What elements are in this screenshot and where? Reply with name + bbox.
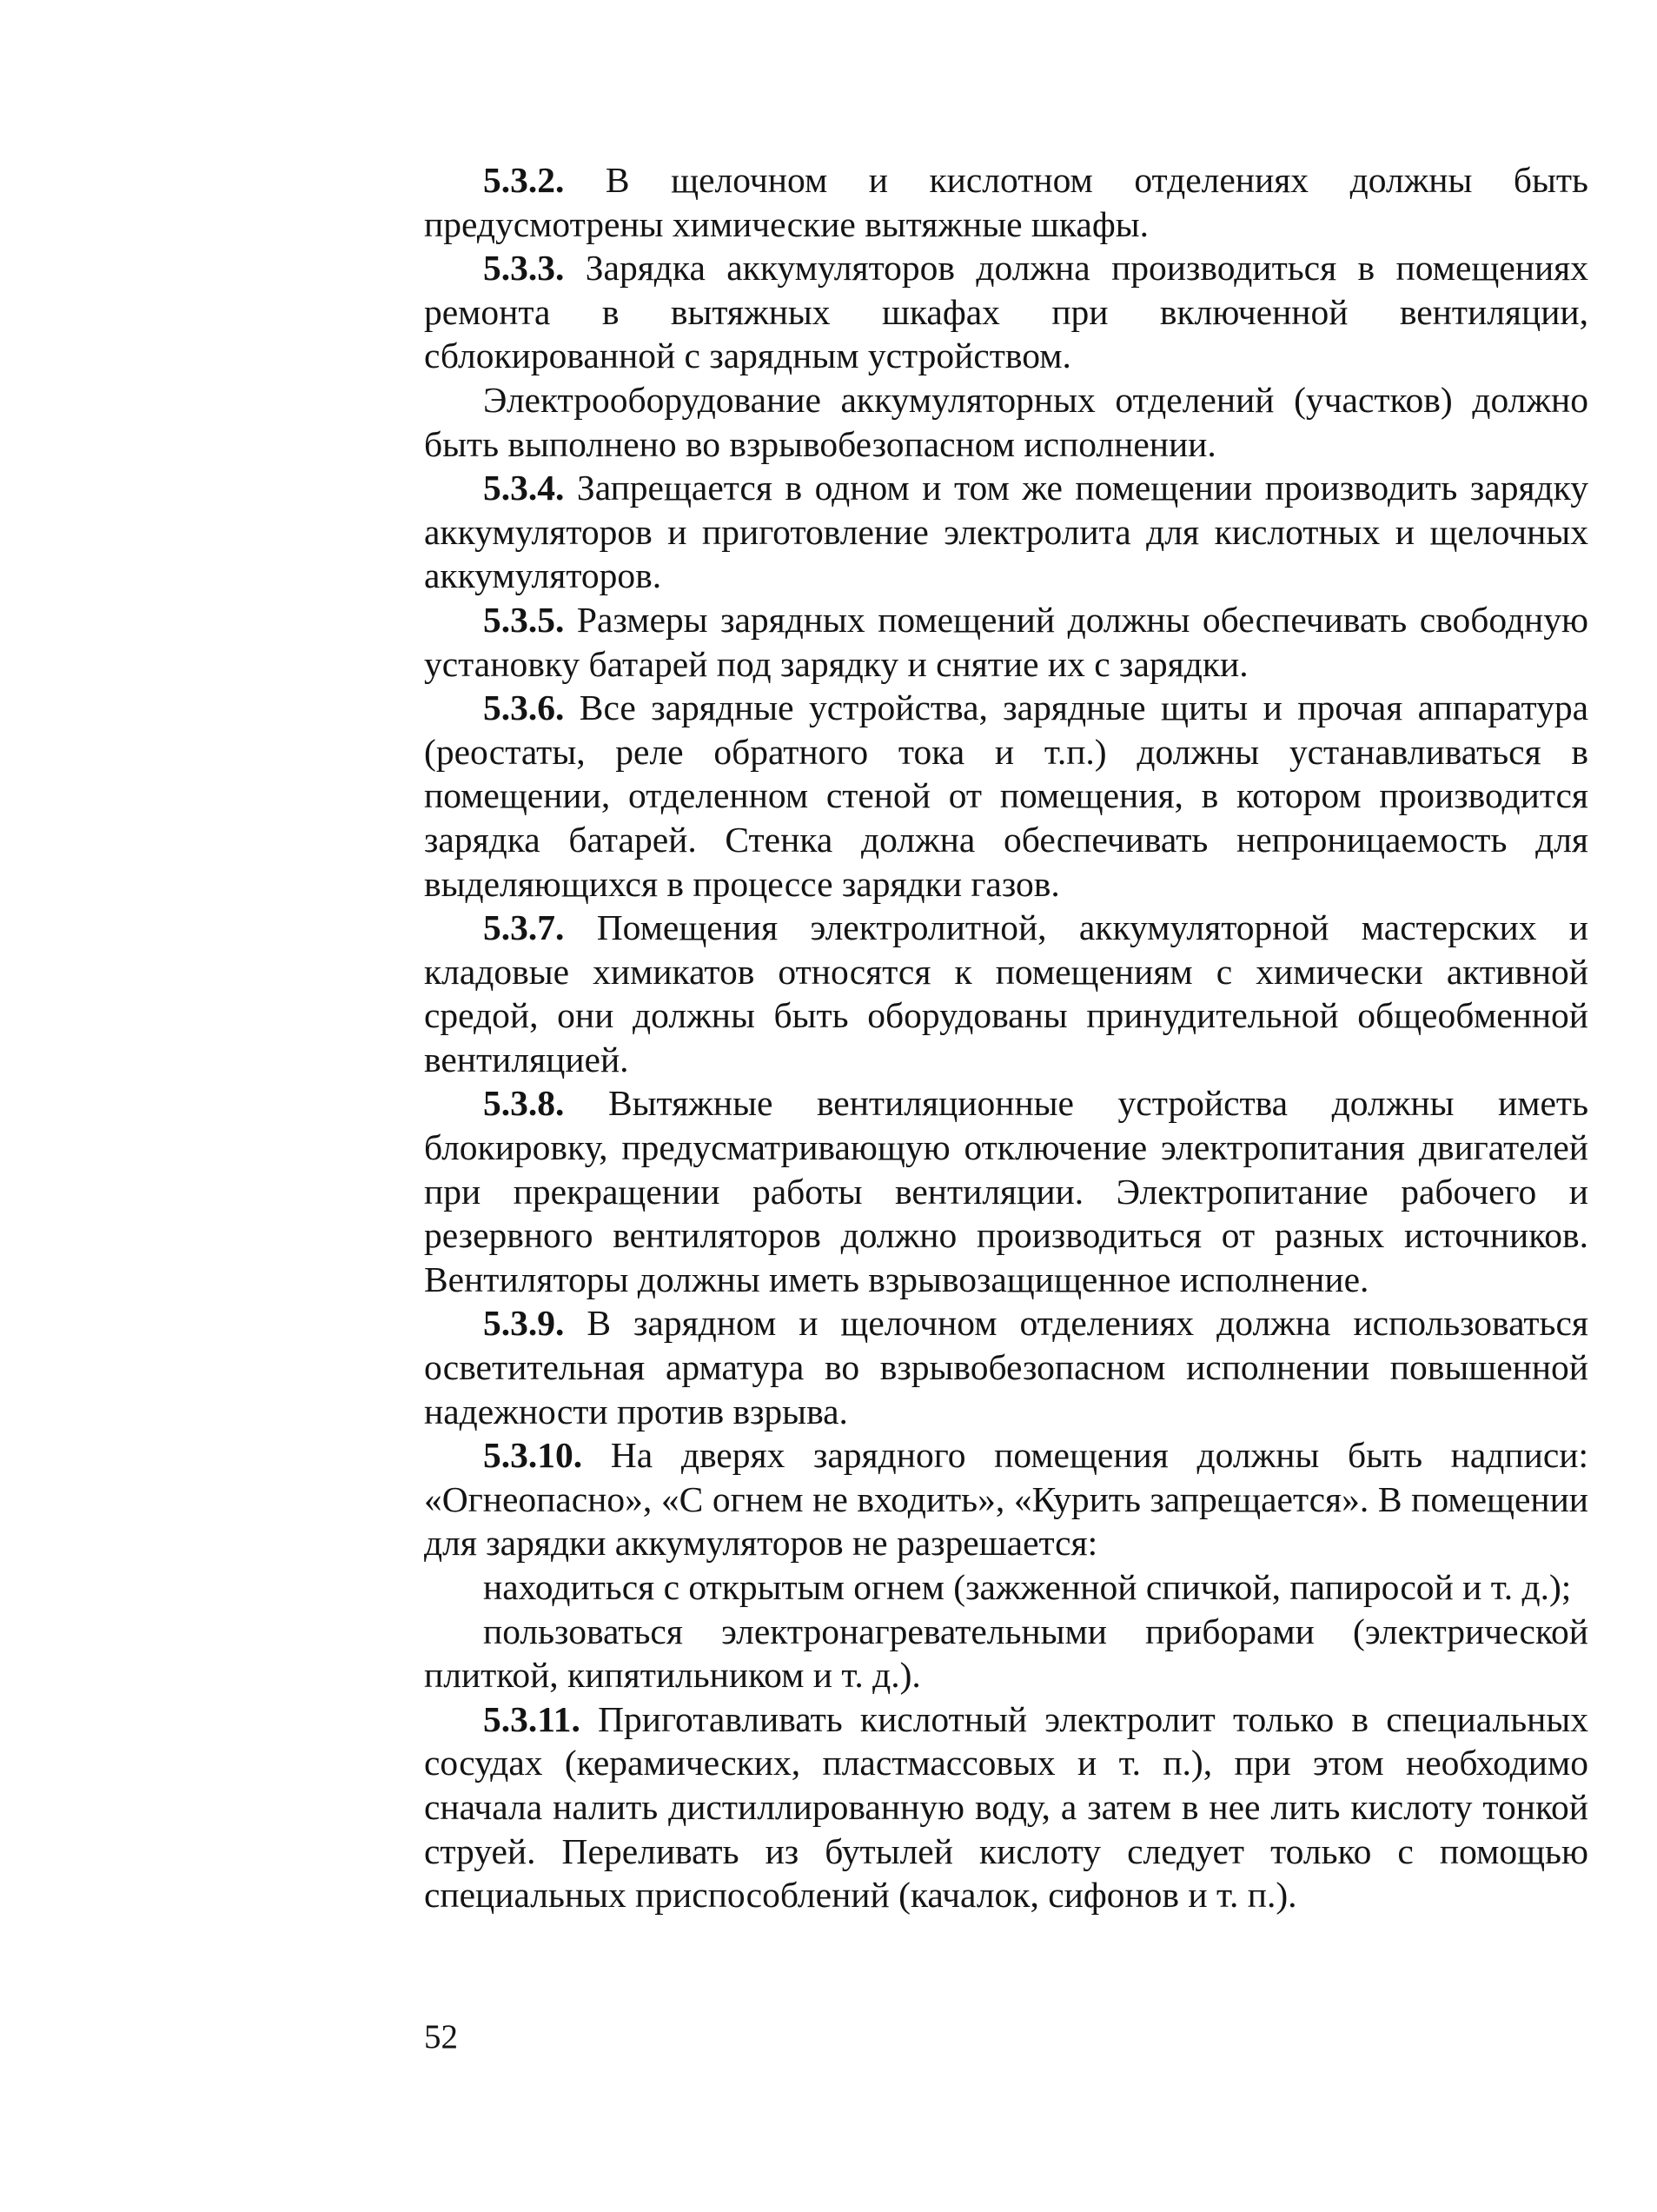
paragraph-text: Приготавливать кислотный электролит только в специальных сосудах (керамических, пластмассовых и т. п.), при этом необходимо сначала налить дистиллированную воду, а затем в нее лить кислоту тонкой струей. Переливать из бутылей кислоту следует только с помощью специальных приспособлений (качалок, сифонов и т. п.). — [424, 1698, 1588, 1916]
paragraph-text: В щелочном и кислотном отделениях должны быть предусмотрены химические вытяжные шкафы. — [424, 160, 1588, 244]
clause-number: 5.3.4. — [483, 468, 565, 508]
paragraph-text: Запрещается в одном и том же помещении производить зарядку аккумуляторов и приготовление электролита для кислотных и щелочных аккумуляторов. — [424, 468, 1588, 596]
clause-number: 5.3.7. — [483, 907, 565, 948]
page-number: 52 — [424, 2018, 458, 2056]
paragraph-5-3-7 — [424, 906, 1588, 1081]
body-text — [424, 158, 1588, 1917]
paragraph-5-3-5 — [424, 598, 1588, 686]
clause-number: 5.3.8. — [483, 1083, 565, 1124]
clause-number: 5.3.6. — [483, 688, 565, 728]
clause-number: 5.3.5. — [483, 599, 565, 640]
paragraph-text: Размеры зарядных помещений должны обеспечивать свободную установку батарей под зарядку и снятие их с зарядки. — [424, 599, 1588, 684]
paragraph-5-3-8 — [424, 1081, 1588, 1301]
paragraph-text: Электрооборудование аккумуляторных отделений (участков) должно быть выполнено во взрывобезопасном исполнении. — [424, 379, 1588, 464]
paragraph-text: Все зарядные устройства, зарядные щиты и прочая аппаратура (реостаты, реле обратного тока и т.п.) должны устанавливаться в помещении, отделенном стеной от помещения, в котором производится зарядка батарей. Стенка должна обеспечивать непроницаемость для выделяющихся в процессе зарядки газов. — [424, 688, 1588, 904]
paragraph-5-3-10 — [424, 1433, 1588, 1565]
paragraph-5-3-2 — [424, 158, 1588, 246]
paragraph-heating-devices — [424, 1610, 1588, 1697]
clause-number: 5.3.2. — [483, 160, 565, 200]
paragraph-open-fire — [424, 1565, 1588, 1610]
paragraph-text: пользоваться электронагревательными приборами (электрической плиткой, кипятильником и т. д.). — [424, 1611, 1588, 1696]
clause-number: 5.3.11. — [483, 1698, 580, 1739]
clause-number: 5.3.3. — [483, 248, 565, 289]
paragraph-text: Зарядка аккумуляторов должна производиться в помещениях ремонта в вытяжных шкафах при включенной вентиляции, сблокированной с зарядным устройством. — [424, 248, 1588, 376]
paragraph-5-3-3 — [424, 246, 1588, 378]
paragraph-5-3-11 — [424, 1697, 1588, 1917]
paragraph-5-3-4 — [424, 466, 1588, 598]
clause-number: 5.3.9. — [483, 1303, 565, 1344]
paragraph-5-3-9 — [424, 1301, 1588, 1433]
paragraph-text: В зарядном и щелочном отделениях должна использоваться осветительная арматура во взрывобезопасном исполнении повышенной надежности против взрыва. — [424, 1303, 1588, 1431]
paragraph-text: Вытяжные вентиляционные устройства должны иметь блокировку, предусматривающую отключение электропитания двигателей при прекращении работы вентиляции. Электропитание рабочего и резервного вентиляторов должно производиться от разных источников. Вентиляторы должны иметь взрывозащищенное исполнение. — [424, 1083, 1588, 1299]
paragraph-electrical-equipment — [424, 378, 1588, 466]
paragraph-text: находиться с открытым огнем (зажженной спичкой, папиросой и т. д.); — [483, 1567, 1572, 1607]
clause-number: 5.3.10. — [483, 1435, 583, 1476]
paragraph-text: На дверях зарядного помещения должны быть надписи: «Огнеопасно», «С огнем не входить», «Курить запрещается». В помещении для зарядки аккумуляторов не разрешается: — [424, 1435, 1588, 1564]
paragraph-text: Помещения электролитной, аккумуляторной мастерских и кладовые химикатов относятся к помещениям с химически активной средой, они должны быть оборудованы принудительной общеобменной вентиляцией. — [424, 907, 1588, 1079]
paragraph-5-3-6 — [424, 686, 1588, 906]
